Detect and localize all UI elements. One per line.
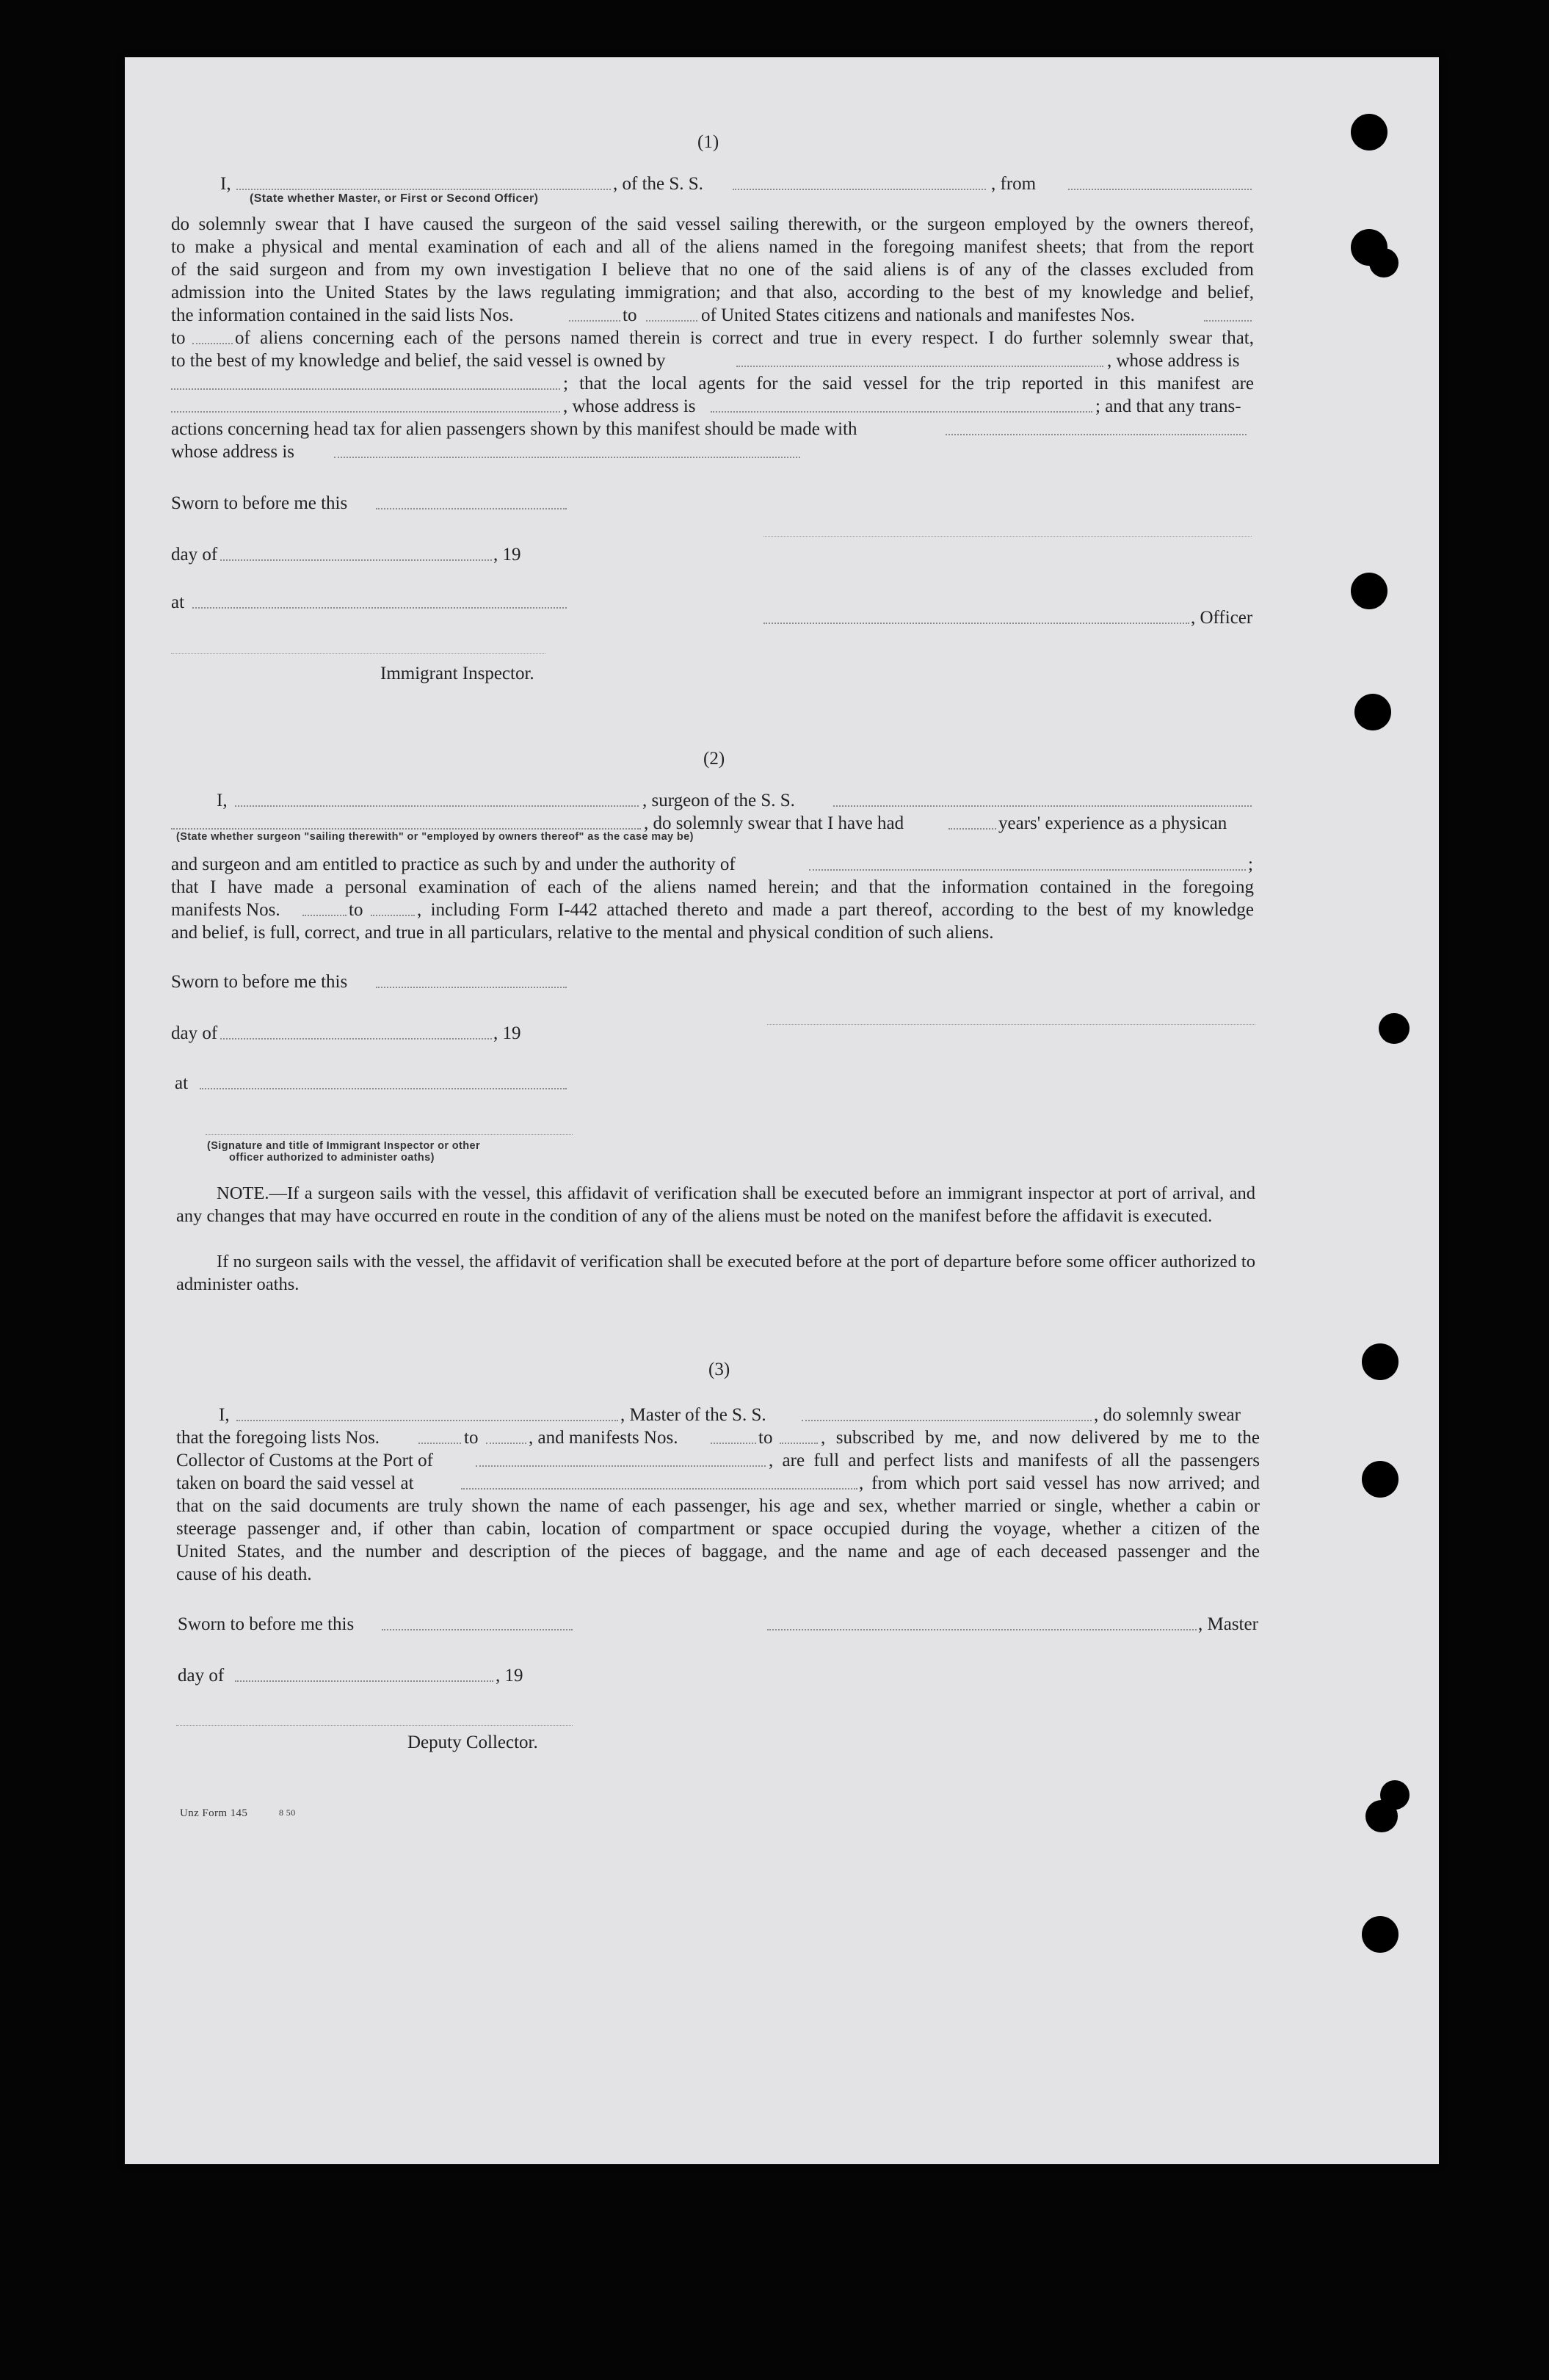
body-line: that on the said documents are truly shown the name of each passenger, his age and sex, whether married or single, whether a cabin or (176, 1496, 1260, 1516)
day-blank[interactable] (220, 1038, 492, 1040)
body-line: , and manifests Nos. (529, 1428, 678, 1448)
body-line: and surgeon and am entitled to practice as such by and under the authority of (171, 855, 736, 874)
body-line: cause of his death. (176, 1564, 312, 1584)
port-blank[interactable] (476, 1465, 766, 1467)
body-line: ; and that any trans- (1095, 396, 1241, 416)
text-surgeon-of: , surgeon of the S. S. (642, 791, 795, 810)
lists-from-blank[interactable] (569, 320, 620, 322)
surgeon-type-blank[interactable] (171, 828, 641, 830)
surgeon-name-blank[interactable] (235, 805, 639, 807)
manifests-to-blank[interactable] (192, 343, 233, 344)
semicolon: ; (1248, 855, 1253, 874)
body-line: , subscribed by me, and now delivered by me to the (821, 1428, 1260, 1448)
inspector-line[interactable] (171, 653, 545, 654)
signature-hint: officer authorized to administer oaths) (229, 1152, 435, 1164)
deputy-title: Deputy Collector. (407, 1733, 538, 1752)
body-line: , are full and perfect lists and manifests of all the passengers (769, 1451, 1260, 1470)
signature-hint: (Signature and title of Immigrant Inspector or other (207, 1140, 481, 1152)
form-number: Unz Form 145 (180, 1807, 248, 1819)
binder-hole (1362, 1916, 1399, 1953)
vessel-blank[interactable] (733, 189, 986, 190)
binder-hole (1351, 114, 1387, 150)
deputy-line[interactable] (176, 1725, 573, 1726)
head-tax-blank[interactable] (946, 434, 1247, 435)
master-signature-blank[interactable] (767, 1629, 1197, 1630)
text-whose-address: , whose address is (563, 396, 696, 416)
at-blank[interactable] (200, 1088, 567, 1089)
hint-master: (State whether Master, or First or Second Officer) (250, 192, 539, 205)
binder-hole (1351, 573, 1387, 609)
authority-blank[interactable] (809, 869, 1246, 871)
officer-text: , Officer (1191, 608, 1253, 628)
text-swear: , do solemnly swear (1094, 1405, 1241, 1425)
body-line: actions concerning head tax for alien passengers shown by this manifest should be made with (171, 419, 857, 439)
agents-blank[interactable] (171, 411, 560, 413)
body-line: whose address is (171, 442, 295, 462)
text-whose-address: , whose address is (1107, 351, 1240, 371)
text-i: I, (220, 174, 231, 194)
master-name-blank[interactable] (236, 1420, 618, 1421)
officer-blank[interactable] (763, 623, 1189, 624)
sworn-text: Sworn to before me this (171, 493, 348, 513)
sworn-blank[interactable] (376, 987, 567, 988)
text-to: to (464, 1428, 479, 1448)
manifests-from-blank[interactable] (711, 1443, 756, 1444)
boarding-port-blank[interactable] (461, 1488, 857, 1490)
inspector-signature-line[interactable] (206, 1134, 573, 1135)
text-swear: , do solemnly swear that I have had (644, 813, 904, 833)
body-line: and belief, is full, correct, and true in all particulars, relative to the mental and physical condition of such aliens. (171, 923, 994, 943)
master-text: , Master (1198, 1614, 1258, 1634)
text-master-of: , Master of the S. S. (620, 1405, 766, 1425)
body-line: steerage passenger and, if other than cabin, location of compartment or space occupied during the voyage, whether a citizen of the (176, 1519, 1260, 1539)
master-vessel-blank[interactable] (802, 1420, 1092, 1421)
day-of-text: day of (171, 545, 218, 565)
head-tax-address-blank[interactable] (334, 457, 800, 458)
body-line: do solemnly swear that I have caused the surgeon of the said vessel sailing therewith, or the surgeon employed by the owners thereof, (171, 214, 1254, 234)
day-of-text: day of (171, 1023, 218, 1043)
text-of-the-ss: , of the S. S. (613, 174, 703, 194)
binder-hole (1362, 1343, 1399, 1380)
surgeon-vessel-blank[interactable] (833, 805, 1252, 807)
name-blank[interactable] (236, 189, 611, 190)
note-text: NOTE.—If a surgeon sails with the vessel, this affidavit of verification shall be executed before an immigrant inspector at port of arrival, and any changes that may have occurred en route in the condition of any of the aliens must be noted on the manifest before the affidavit is executed. (176, 1183, 1255, 1226)
body-line: taken on board the said vessel at (176, 1473, 414, 1493)
owner-blank[interactable] (736, 366, 1103, 367)
lists-to-blank[interactable] (486, 1443, 526, 1444)
signature-line[interactable] (763, 536, 1252, 537)
day-of-text: day of (178, 1666, 225, 1686)
text-to: to (171, 328, 186, 348)
year-text: , 19 (496, 1666, 523, 1686)
text-i: I, (217, 791, 228, 810)
day-blank[interactable] (220, 559, 492, 561)
text-to: to (623, 305, 637, 325)
text-experience: years' experience as a physican (998, 813, 1227, 833)
at-text: at (171, 592, 185, 612)
text-to: to (349, 900, 363, 920)
body-line: , including Form I-442 attached thereto and made a part thereof, according to the best of my knowledge (417, 900, 1254, 920)
text-to: to (758, 1428, 773, 1448)
manifests-to-blank[interactable] (780, 1443, 818, 1444)
body-line: United States, and the number and description of the pieces of baggage, and the name and age of each deceased passenger and the (176, 1542, 1260, 1561)
body-line: that the foregoing lists Nos. (176, 1428, 380, 1448)
form-date: 8 50 (279, 1807, 296, 1818)
manifest-to-blank[interactable] (371, 915, 415, 916)
body-line: Collector of Customs at the Port of (176, 1451, 433, 1470)
day-blank[interactable] (235, 1680, 493, 1682)
sworn-text: Sworn to before me this (178, 1614, 355, 1634)
body-line: ; that the local agents for the said vessel for the trip reported in this manifest are (563, 374, 1254, 393)
body-line: of aliens concerning each of the persons named therein is correct and true in every respect. I do further solemnly swear that, (235, 328, 1254, 348)
body-line: admission into the United States by the laws regulating immigration; and that also, according to the best of my knowledge and belief, (171, 283, 1254, 302)
lists-to-blank[interactable] (646, 320, 697, 322)
binder-hole (1362, 1461, 1399, 1498)
binder-hole (1379, 1013, 1410, 1044)
note-text-2: If no surgeon sails with the vessel, the affidavit of verification shall be executed before at the port of departure before some officer authorized to administer oaths. (176, 1252, 1255, 1294)
binder-hole (1365, 1800, 1398, 1832)
body-line: to make a physical and mental examination of each and all of the aliens named in the foregoing manifest sheets; that from the report (171, 237, 1254, 257)
years-blank[interactable] (948, 828, 996, 830)
hint-surgeon: (State whether surgeon "sailing therewith" or "employed by owners thereof" as the case may be) (176, 831, 694, 843)
body-line: of United States citizens and nationals and manifestes Nos. (701, 305, 1135, 325)
agents-address-blank[interactable] (711, 411, 1092, 413)
section-number: (2) (703, 749, 725, 769)
year-text: , 19 (493, 545, 521, 565)
body-line: that I have made a personal examination of each of the aliens named herein; and that the information contained in the foregoing (171, 877, 1254, 897)
lists-from-blank[interactable] (418, 1443, 461, 1444)
manifest-from-blank[interactable] (302, 915, 347, 916)
section-number: (1) (697, 132, 719, 152)
inspector-title: Immigrant Inspector. (380, 664, 534, 683)
text-i: I, (219, 1405, 230, 1425)
year-text: , 19 (493, 1023, 521, 1043)
sworn-blank[interactable] (382, 1629, 573, 1630)
body-line: , from which port said vessel has now arrived; and (859, 1473, 1260, 1493)
sworn-blank[interactable] (376, 508, 567, 509)
binder-hole (1369, 248, 1399, 277)
at-text: at (175, 1073, 189, 1093)
body-line: to the best of my knowledge and belief, the said vessel is owned by (171, 351, 666, 371)
binder-hole (1354, 694, 1391, 730)
body-line: of the said surgeon and from my own investigation I believe that no one of the said aliens is of any of the classes excluded from (171, 260, 1254, 280)
body-line: manifests Nos. (171, 900, 280, 920)
section-number: (3) (708, 1360, 730, 1379)
at-blank[interactable] (192, 607, 567, 609)
from-blank[interactable] (1068, 189, 1252, 190)
sworn-text: Sworn to before me this (171, 972, 348, 992)
owner-address-blank[interactable] (171, 388, 560, 390)
signature-line[interactable] (767, 1024, 1255, 1025)
manifests-blank[interactable] (1204, 320, 1252, 322)
body-line: the information contained in the said lists Nos. (171, 305, 514, 325)
text-from: , from (991, 174, 1037, 194)
